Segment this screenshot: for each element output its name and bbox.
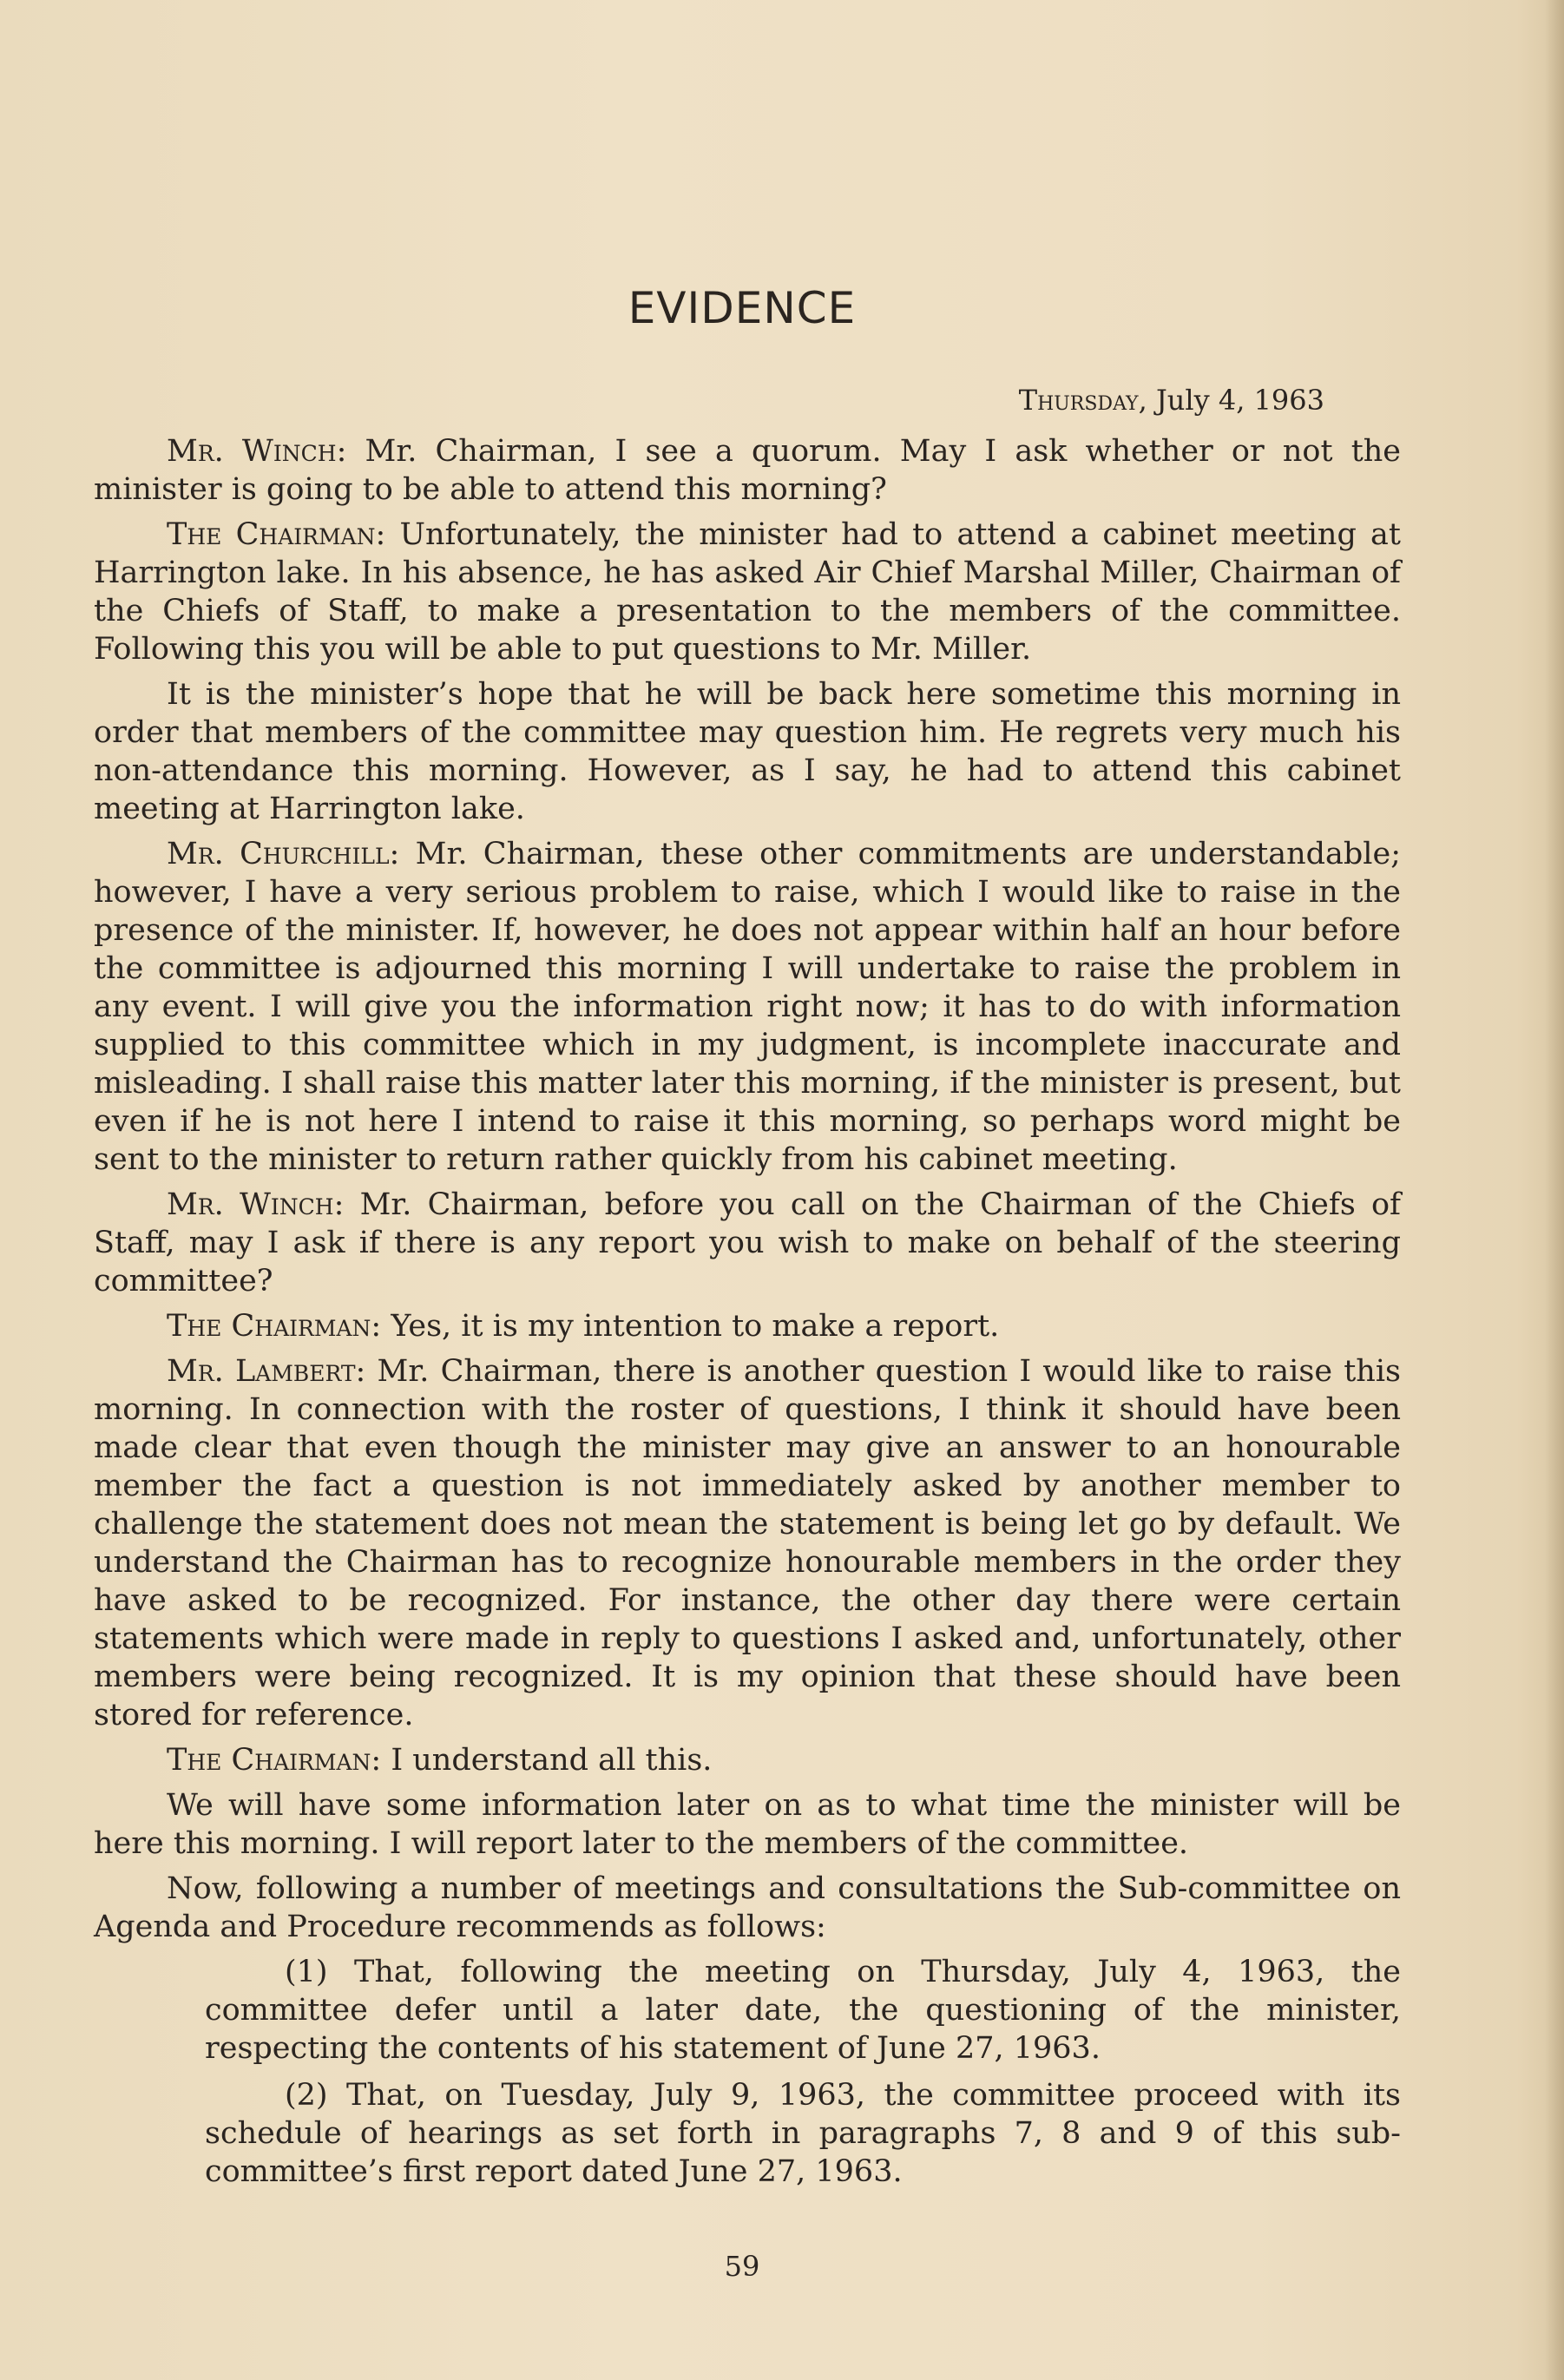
speaker: Mr. Winch: bbox=[167, 434, 347, 469]
paragraph-text: Yes, it is my intention to make a report. bbox=[381, 1309, 1000, 1344]
paragraph bbox=[94, 1786, 1401, 1863]
paragraph bbox=[94, 432, 1401, 509]
paragraph-text: Mr. Chairman, these other commitments are understandable; however, I have a very serious problem to raise, which I would like to raise in the presence of the minister. If, however, he does not appear within half an hour before the committee is adjourned this morning I will undertake to raise the problem in any event. I will give you the information right now; it has to do with information supplied to this committee which in my judgment, is incomplete inaccurate and misleading. I shall raise this matter later this morning, if the minister is present, but even if he is not here I intend to raise it this morning, so perhaps word might be sent to the minister to return rather quickly from his cabinet meeting. bbox=[94, 837, 1402, 1177]
speaker: Mr. Churchill: bbox=[167, 837, 400, 871]
paragraph-text: Unfortunately, the minister had to attend a cabinet meeting at Harrington lake. In his absence, he has asked Air Chief Marshal Miller, Chairman of the Chiefs of Staff, to make a presentation to the members of the committee. Following this you will be able to put questions to Mr. Miller. bbox=[94, 517, 1401, 667]
paragraph-text: Now, following a number of meetings and consultations the Sub-committee on Agenda and Procedure recommends as follows: bbox=[94, 1871, 1401, 1944]
page-number: 59 bbox=[724, 2250, 760, 2283]
paragraph bbox=[94, 675, 1401, 828]
paragraph-text: It is the minister’s hope that he will be back here sometime this morning in order that members of the committee may question him. He regrets very much his non-attendance this morning. However, as I say, he had to attend this cabinet meeting at Harrington lake. bbox=[94, 677, 1401, 826]
paragraph-text: Mr. Chairman, before you call on the Chairman of the Chiefs of Staff, may I ask if there is any report you wish to make on behalf of the steering committee? bbox=[94, 1187, 1402, 1298]
recommendation-item: (2) That, on Tuesday, July 9, 1963, the committee proceed with its schedule of hearings as set forth in paragraphs 7, 8 and 9 of this sub-committee’s first report dated June 27, 1963. bbox=[205, 2078, 1401, 2189]
speaker: The Chairman: bbox=[167, 1743, 382, 1778]
transcript-body bbox=[94, 432, 1401, 2199]
paragraph bbox=[94, 1352, 1401, 1734]
dateline-date: July 4, 1963 bbox=[1155, 384, 1324, 417]
paragraph bbox=[94, 1186, 1401, 1300]
recommendation-item: (1) That, following the meeting on Thursday, July 4, 1963, the committee defer until a later date, the questioning of the minister, respecting the contents of his statement of June 27, 1963. bbox=[205, 1955, 1401, 2066]
paragraph bbox=[94, 835, 1401, 1179]
page-edge-shadow bbox=[1545, 0, 1564, 2380]
dateline-day: Thursday, bbox=[1018, 384, 1147, 417]
paragraph-text: Mr. Chairman, I see a quorum. May I ask whether or not the minister is going to be able to attend this morning? bbox=[94, 434, 1402, 507]
speaker: Mr. Winch: bbox=[167, 1187, 345, 1222]
paragraph bbox=[94, 516, 1401, 668]
speaker: The Chairman: bbox=[167, 517, 386, 552]
paragraph bbox=[94, 1741, 1401, 1779]
paragraph bbox=[94, 1870, 1401, 1946]
paragraph-text: Mr. Chairman, there is another question I would like to raise this morning. In connection with the roster of questions, I think it should have been made clear that even though the minister may give an answer to an honourable member the fact a question is not immediately asked by another member to challenge the statement does not mean the statement is being let go by default. We understand the Chairman has to recognize honourable members in the order they have asked to be recognized. For instance, the other day there were certain statements which were made in reply to questions I asked and, unfortunately, other members were being recognized. It is my opinion that these should have been stored for reference. bbox=[94, 1354, 1401, 1732]
paragraph-text: I understand all this. bbox=[381, 1743, 713, 1778]
speaker: Mr. Lambert: bbox=[167, 1354, 366, 1389]
paragraph bbox=[94, 1307, 1401, 1345]
page-heading: EVIDENCE bbox=[628, 283, 857, 333]
dateline bbox=[1019, 384, 1324, 417]
speaker: The Chairman: bbox=[167, 1309, 382, 1344]
paragraph-text: We will have some information later on as to what time the minister will be here this morning. I will report later to the members of the committee. bbox=[94, 1788, 1401, 1861]
